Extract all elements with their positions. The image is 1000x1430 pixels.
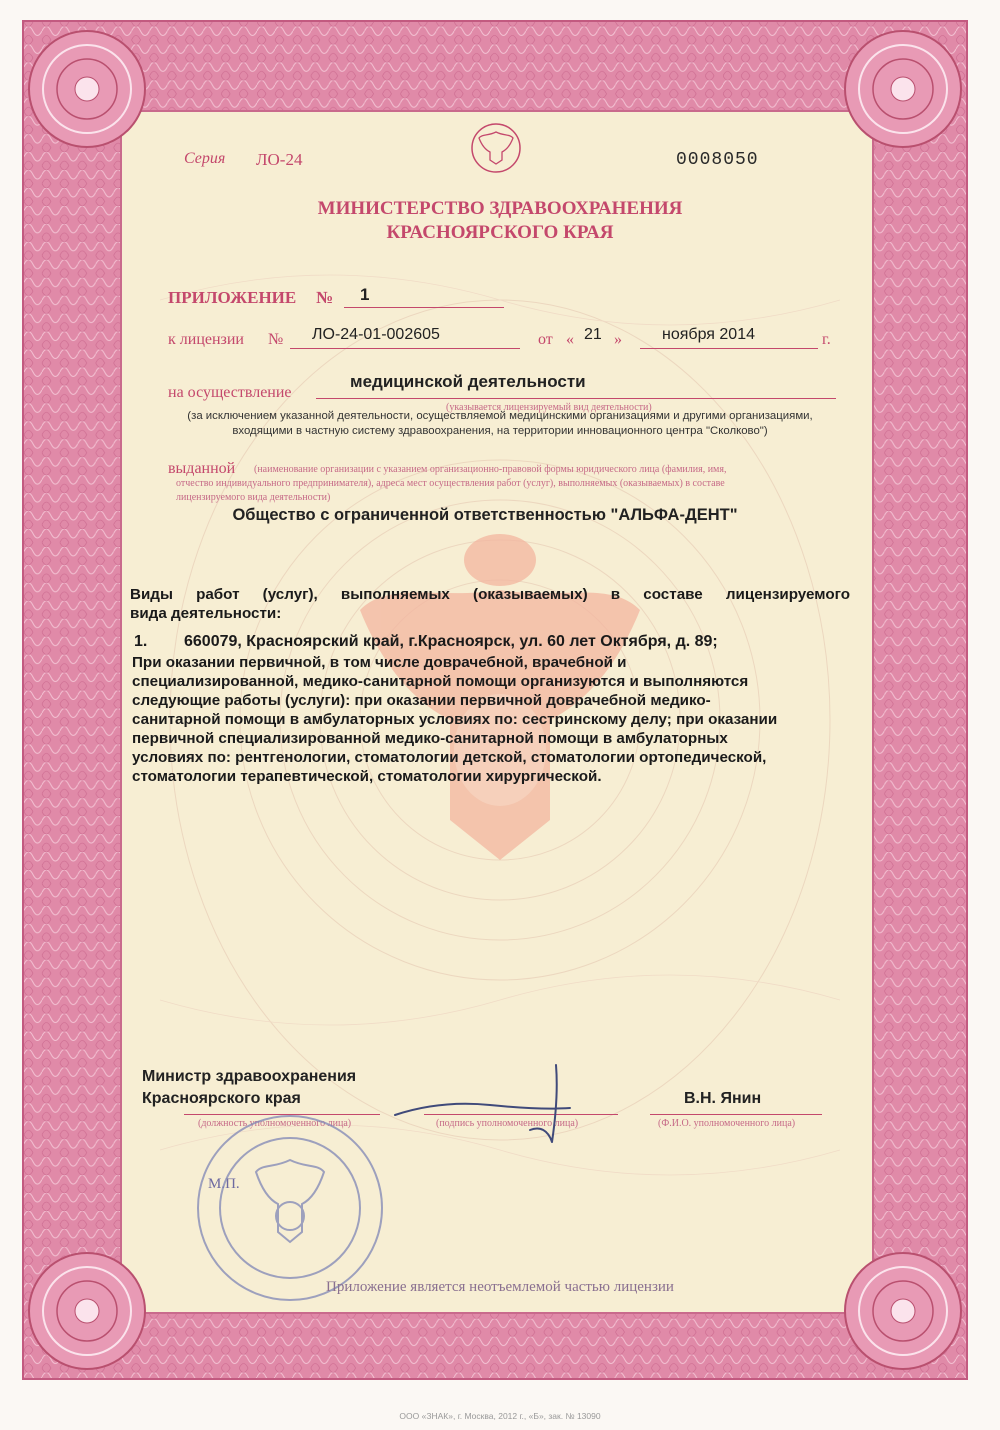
issued-hint-line2: отчество индивидуального предпринимателя), адреса мест осуществления работ (услуг), выполняемых (оказываемых) в составе [176,478,725,489]
service-address: 660079, Красноярский край, г.Красноярск, ул. 60 лет Октября, д. 89; [184,633,718,650]
annex-number: 1 [360,285,370,304]
service-line: следующие работы (услуги): при оказании первичной доврачебной медико- [132,692,711,709]
services-intro-line1: Виды работ (услуг), выполняемых (оказываемых) в составе лицензируемого [130,586,850,603]
service-line: санитарной помощи в амбулаторных условиях по: сестринскому делу; при оказании [132,711,778,728]
signatory-position-line1: Министр здравоохранения [142,1068,357,1085]
license-day: 21 [584,326,602,343]
license-from-label: от [538,331,553,348]
license-quote-open: « [566,331,574,348]
series-value: ЛО-24 [256,150,303,169]
activity-label: на осуществление [168,384,292,401]
license-number-line [290,348,520,349]
document-number: 0008050 [676,150,759,170]
activity-note-line1: (за исключением указанной деятельности, осуществляемой медицинскими организациями и другими организациями, [187,410,813,422]
signatory-position-line2: Красноярского края [142,1090,301,1107]
signatory-name: В.Н. Янин [684,1090,762,1107]
activity-value: медицинской деятельности [350,372,586,391]
issued-hint-line3: лицензируемого вида деятельности) [176,492,331,503]
corner-rosette-bottom-right [840,1248,966,1374]
annex-number-line [344,307,504,308]
corner-rosette-top-left [24,26,150,152]
service-line: стоматологии терапевтической, стоматологии хирургической. [132,768,602,785]
service-line: условиях по: рентгенологии, стоматологии детской, стоматологии ортопедической, [132,749,767,766]
organization-name: Общество с ограниченной ответственностью "АЛЬФА-ДЕНТ" [232,506,738,524]
seal-place-label: М.П. [208,1176,240,1192]
annex-num-sign: № [316,288,334,307]
license-month-year: ноября 2014 [662,326,755,343]
signature-hint: (подпись уполномоченного лица) [436,1118,579,1129]
service-description [132,653,892,786]
ministry-title-line1: МИНИСТЕРСТВО ЗДРАВООХРАНЕНИЯ [317,198,683,219]
activity-hint: (указывается лицензируемый вид деятельности) [446,402,652,413]
handwritten-signature-icon [380,1060,610,1150]
license-label: к лицензии [168,331,244,348]
name-line [650,1114,822,1115]
official-seal-icon [190,1108,390,1308]
service-line: специализированной, медико-санитарной помощи организуются и выполняются [132,673,749,690]
services-intro-line2: вида деятельности: [130,605,282,622]
license-num-sign: № [268,331,284,348]
corner-rosette-top-right [840,26,966,152]
name-hint: (Ф.И.О. уполномоченного лица) [658,1118,796,1129]
issued-hint-line1: (наименование организации с указанием организационно-правовой формы юридического лица (фамилия, имя, [254,464,727,475]
license-date-line [640,348,818,349]
activity-line [316,398,836,399]
top-emblem-icon [470,122,522,174]
annex-label: ПРИЛОЖЕНИЕ [168,288,297,307]
service-line: первичной специализированной медико-санитарной помощи в амбулаторных [132,730,728,747]
license-number: ЛО-24-01-002605 [312,326,440,343]
license-quote-close: » [614,331,622,348]
corner-rosette-bottom-left [24,1248,150,1374]
integral-part-note: Приложение является неотъемлемой частью лицензии [326,1279,674,1295]
printer-imprint: ООО «ЗНАК», г. Москва, 2012 г., «Б», зак. № 13090 [399,1411,601,1421]
issued-label: выданной [168,460,236,477]
service-line: При оказании первичной, в том числе доврачебной, врачебной и [132,654,627,671]
series-label: Серия [184,150,226,167]
service-item-number: 1. [134,633,148,650]
license-year-suffix: г. [822,331,831,348]
ministry-title-line2: КРАСНОЯРСКОГО КРАЯ [386,222,614,243]
activity-note-line2: входящими в частную систему здравоохранения, на территории инновационного центра "Сколково") [232,425,768,437]
position-hint: (должность уполномоченного лица) [198,1118,352,1129]
